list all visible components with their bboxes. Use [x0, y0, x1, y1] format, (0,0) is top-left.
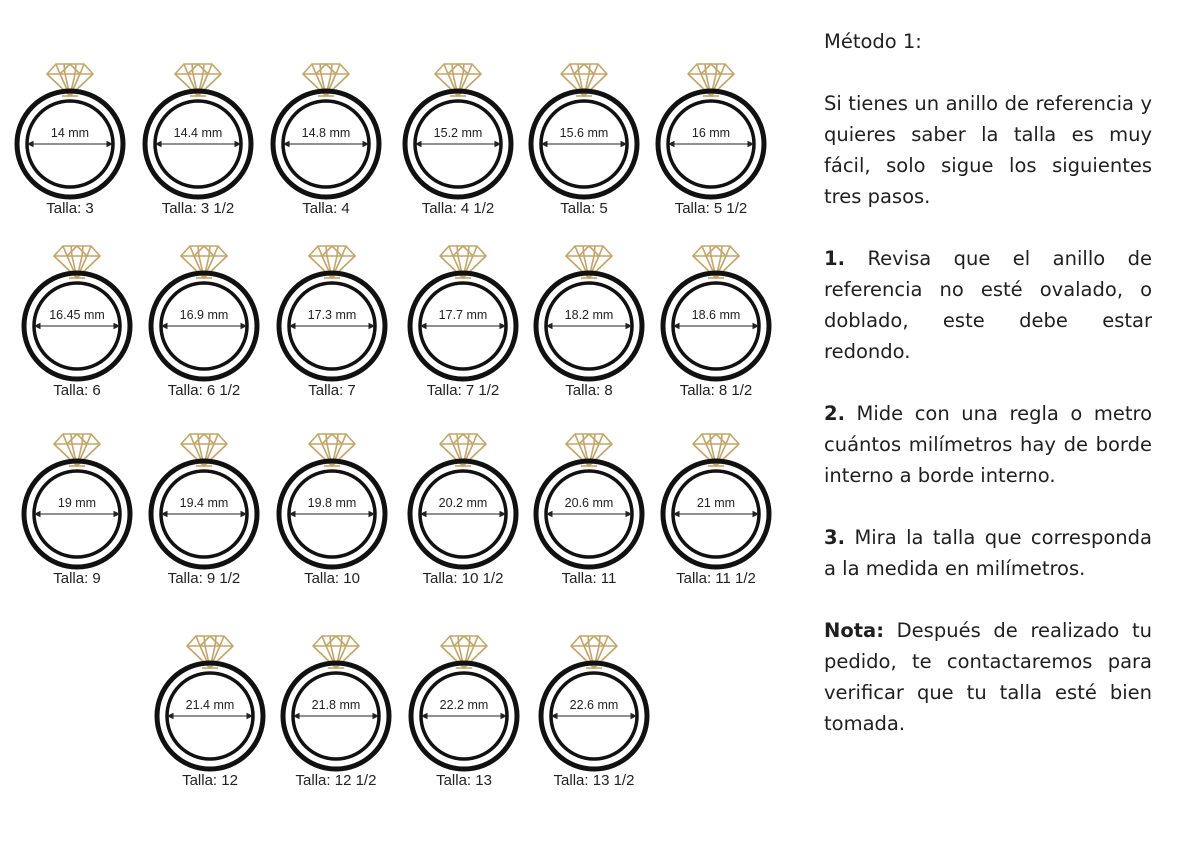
note-label: Nota: [824, 619, 884, 642]
step-2 [824, 398, 1152, 491]
ring-diameter-label: 21.4 mm [185, 698, 235, 712]
ring-item [21, 428, 133, 588]
ring-item [14, 58, 126, 218]
ring-item [660, 240, 772, 400]
ring-size-label: Talla: 6 1/2 [167, 382, 241, 399]
ring-item [407, 240, 519, 400]
ring-item [533, 240, 645, 400]
note-text: Después de realizado tu pedido, te contactaremos para verificar que tu talla esté bien tomada. [824, 619, 1152, 735]
ring-diameter-label: 21 mm [696, 496, 736, 510]
ring-size-label: Talla: 12 [182, 772, 238, 789]
ring-item [270, 58, 382, 218]
ring-size-label: Talla: 12 1/2 [295, 772, 377, 789]
ring-size-label: Talla: 10 1/2 [422, 570, 504, 587]
ring-diameter-label: 20.6 mm [564, 496, 614, 510]
ring-diameter-label: 15.2 mm [433, 126, 483, 140]
ring-size-label: Talla: 11 [561, 570, 617, 587]
measure-arrow [35, 324, 119, 329]
ring-diameter-label: 22.2 mm [439, 698, 489, 712]
ring-item [276, 428, 388, 588]
step-3-text: Mira la talla que corresponda a la medida en milímetros. [824, 526, 1152, 580]
ring-diameter-label: 19.4 mm [179, 496, 229, 510]
ring-item [154, 630, 266, 790]
step-1-number: 1. [824, 247, 845, 270]
measure-arrow [416, 142, 500, 147]
ring-item [533, 428, 645, 588]
ring-size-label: Talla: 11 1/2 [676, 570, 756, 587]
measure-arrow [552, 714, 636, 719]
ring-item [276, 240, 388, 400]
ring-diameter-label: 14.8 mm [301, 126, 351, 140]
measure-arrow [669, 142, 753, 147]
ring-item [142, 58, 254, 218]
step-2-text: Mide con una regla o metro cuántos milímetros hay de borde interno a borde interno. [824, 402, 1152, 487]
ring-size-label: Talla: 9 [53, 570, 101, 587]
ring-size-label: Talla: 3 1/2 [161, 200, 235, 217]
ring-item [528, 58, 640, 218]
intro-text: Si tienes un anillo de referencia y quieres saber la talla es muy fácil, solo sigue los siguientes tres pasos. [824, 92, 1152, 208]
ring-item [538, 630, 650, 790]
ring-item [408, 630, 520, 790]
measure-arrow [156, 142, 240, 147]
step-1-text: Revisa que el anillo de referencia no esté ovalado, o doblado, este debe estar redondo. [824, 247, 1152, 363]
ring-diameter-label: 15.6 mm [559, 126, 609, 140]
ring-size-label: Talla: 4 [302, 200, 350, 217]
ring-size-label: Talla: 9 1/2 [167, 570, 241, 587]
measure-arrow [422, 714, 506, 719]
measure-arrow [162, 324, 246, 329]
ring-size-label: Talla: 6 [53, 382, 101, 399]
measure-arrow [674, 512, 758, 517]
measure-arrow [290, 512, 374, 517]
ring-diameter-label: 16 mm [691, 126, 731, 140]
measure-arrow [421, 324, 505, 329]
ring-diameter-label: 20.2 mm [438, 496, 488, 510]
step-1 [824, 243, 1152, 367]
measure-arrow [35, 512, 119, 517]
ring-item [402, 58, 514, 218]
measure-arrow [547, 512, 631, 517]
ring-size-label: Talla: 10 [304, 570, 360, 587]
ring-diameter-label: 16.9 mm [179, 308, 229, 322]
ring-diameter-label: 21.8 mm [311, 698, 361, 712]
ring-diameter-label: 18.2 mm [564, 308, 614, 322]
step-3 [824, 522, 1152, 584]
ring-item [280, 630, 392, 790]
ring-size-label: Talla: 5 1/2 [674, 200, 748, 217]
step-3-number: 3. [824, 526, 845, 549]
ring-size-label: Talla: 7 [308, 382, 356, 399]
ring-diameter-label: 17.7 mm [438, 308, 488, 322]
ring-item [148, 428, 260, 588]
ring-diameter-label: 16.45 mm [49, 308, 105, 322]
ring-size-label: Talla: 3 [46, 200, 94, 217]
ring-item [660, 428, 772, 588]
ring-diameter-label: 14 mm [50, 126, 90, 140]
ring-size-label: Talla: 5 [560, 200, 608, 217]
ring-item [148, 240, 260, 400]
ring-diameter-label: 17.3 mm [307, 308, 357, 322]
instructions-panel [824, 26, 1152, 770]
ring-item [407, 428, 519, 588]
measure-arrow [674, 324, 758, 329]
ring-size-label: Talla: 13 1/2 [553, 772, 635, 789]
ring-size-label: Talla: 4 1/2 [421, 200, 495, 217]
measure-arrow [542, 142, 626, 147]
ring-size-label: Talla: 13 [436, 772, 492, 789]
measure-arrow [547, 324, 631, 329]
ring-item [21, 240, 133, 400]
ring-size-label: Talla: 7 1/2 [426, 382, 500, 399]
measure-arrow [421, 512, 505, 517]
ring-item [655, 58, 767, 218]
ring-size-label: Talla: 8 1/2 [679, 382, 753, 399]
measure-arrow [162, 512, 246, 517]
method-title: Método 1: [824, 30, 922, 53]
step-2-number: 2. [824, 402, 845, 425]
measure-arrow [168, 714, 252, 719]
ring-diameter-label: 14.4 mm [173, 126, 223, 140]
ring-diameter-label: 19 mm [57, 496, 97, 510]
ring-diameter-label: 22.6 mm [569, 698, 619, 712]
measure-arrow [284, 142, 368, 147]
note [824, 615, 1152, 739]
measure-arrow [294, 714, 378, 719]
ring-diameter-label: 19.8 mm [307, 496, 357, 510]
measure-arrow [28, 142, 112, 147]
ring-size-label: Talla: 8 [565, 382, 613, 399]
ring-diameter-label: 18.6 mm [691, 308, 741, 322]
measure-arrow [290, 324, 374, 329]
